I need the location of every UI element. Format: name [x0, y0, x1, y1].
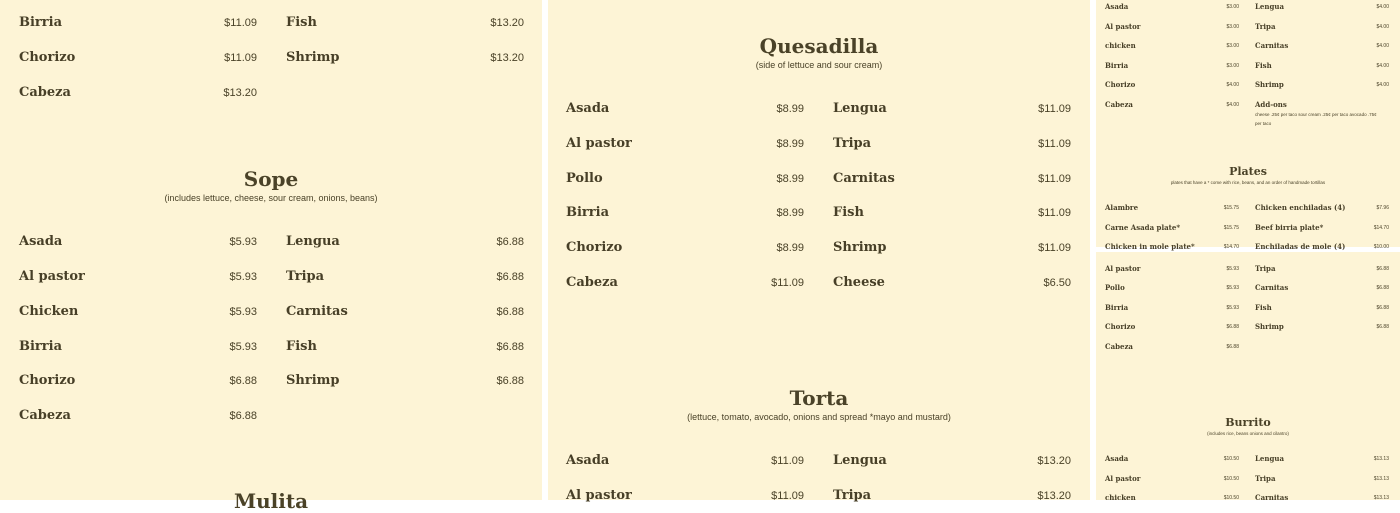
menu-item-name: Asada: [19, 234, 63, 249]
menu-item-name: Lengua: [833, 101, 887, 116]
menu-item-name: Carnitas: [833, 171, 895, 186]
menu-item-name: Birria: [1105, 61, 1129, 70]
section-title-torta: Torta: [789, 386, 849, 410]
menu-item-price: $6.88: [1376, 266, 1389, 272]
menu-item-name: Fish: [833, 205, 864, 220]
menu-item-price: $3.00: [1226, 24, 1239, 30]
section-subtitle-sope: (includes lettuce, cheese, sour cream, onions, beans): [164, 193, 378, 203]
menu-item-price: $11.09: [224, 17, 257, 29]
menu-item-price: $6.50: [1043, 277, 1071, 289]
menu-item-name: Chicken: [19, 304, 79, 319]
menu-item-price: $4.00: [1226, 102, 1239, 108]
menu-item-name: Fish: [1255, 61, 1272, 70]
menu-item-name: Chorizo: [566, 240, 623, 255]
menu-item-price: $15.75: [1223, 225, 1239, 231]
menu-item-price: $7.96: [1376, 205, 1389, 211]
menu-item-name: Chicken enchiladas (4): [1255, 203, 1346, 212]
menu-item-price: $13.20: [223, 87, 257, 99]
menu-panel-sope: [0, 0, 542, 513]
menu-item-name: Tripa: [286, 269, 325, 284]
menu-item-name: Asada: [1105, 2, 1129, 11]
menu-item-price: $8.99: [776, 242, 804, 254]
menu-item-price: $6.88: [1376, 305, 1389, 311]
menu-item-price: $3.00: [1226, 4, 1239, 10]
menu-item-price: $5.93: [229, 341, 257, 353]
menu-item-name: chicken: [1105, 493, 1136, 502]
menu-item-name: Birria: [1105, 303, 1129, 312]
menu-item-name: Carne Asada plate*: [1105, 223, 1180, 232]
menu-item-name: Beef birria plate*: [1255, 223, 1324, 232]
menu-item-name: Cheese: [833, 275, 885, 290]
menu-item-name: chicken: [1105, 41, 1136, 50]
menu-item-name: Chicken in mole plate*: [1105, 242, 1195, 251]
menu-item-name: Fish: [1255, 303, 1272, 312]
menu-item-price: $13.20: [490, 52, 524, 64]
menu-item-name: Alambre: [1105, 203, 1139, 212]
menu-item-price: $10.50: [1223, 456, 1239, 462]
menu-item-name: Lengua: [1255, 454, 1284, 463]
menu-item-name: Carnitas: [286, 304, 348, 319]
menu-item-price: $11.09: [771, 490, 804, 502]
menu-item-price: $13.13: [1373, 495, 1389, 501]
menu-item-name: Carnitas: [1255, 493, 1289, 502]
menu-item-price: $13.20: [490, 17, 524, 29]
menu-item-price: $6.88: [1376, 285, 1389, 291]
menu-item-price: $13.13: [1373, 456, 1389, 462]
menu-item-price: $11.09: [771, 277, 804, 289]
section-title-burrito: Burrito: [1225, 416, 1271, 429]
menu-item-name: Chorizo: [19, 50, 76, 65]
menu-item-price: $4.00: [1376, 43, 1389, 49]
menu-item-name: Tripa: [1255, 474, 1276, 483]
menu-item-price: $6.88: [1226, 324, 1239, 330]
menu-item-price: $10.50: [1223, 495, 1239, 501]
menu-item-name: Tripa: [1255, 22, 1276, 31]
menu-item-price: $5.93: [229, 306, 257, 318]
section-subtitle-burrito: (includes rice, beans onions and cilantro): [1207, 431, 1289, 436]
menu-item-name: Asada: [566, 101, 610, 116]
menu-item-price: $4.00: [1226, 82, 1239, 88]
menu-item-name: Shrimp: [286, 373, 340, 388]
menu-item-price: $11.09: [1038, 242, 1071, 254]
menu-item-price: $8.99: [776, 207, 804, 219]
menu-item-name: Fish: [286, 15, 317, 30]
menu-item-name: Lengua: [833, 453, 887, 468]
menu-item-name: Carnitas: [1255, 41, 1289, 50]
addons-label: Add-ons: [1255, 100, 1287, 109]
menu-item-name: Shrimp: [286, 50, 340, 65]
menu-item-name: Asada: [566, 453, 610, 468]
section-subtitle-quesadilla: (side of lettuce and sour cream): [755, 60, 883, 70]
menu-item-price: $6.88: [496, 306, 524, 318]
menu-item-price: $14.70: [1223, 244, 1239, 250]
section-title-quesadilla: Quesadilla: [759, 34, 879, 58]
menu-item-name: Enchiladas de mole (4): [1255, 242, 1346, 251]
menu-item-price: $3.00: [1226, 43, 1239, 49]
menu-item-name: Birria: [19, 339, 62, 354]
section-title-sope: Sope: [243, 167, 299, 191]
menu-item-price: $11.09: [1038, 138, 1071, 150]
menu-item-name: Birria: [566, 205, 609, 220]
menu-item-price: $10.00: [1373, 244, 1389, 250]
menu-item-price: $11.09: [224, 52, 257, 64]
menu-panel-burrito: [1096, 252, 1400, 500]
menu-panel-quesadilla-torta: [548, 0, 1090, 503]
section-title-mulita: Mulita: [233, 489, 309, 513]
menu-item-name: Birria: [19, 15, 62, 30]
menu-item-name: Chorizo: [19, 373, 76, 388]
menu-item-price: $14.70: [1373, 225, 1389, 231]
menu-item-name: Cabeza: [1105, 100, 1133, 109]
menu-item-price: $6.88: [1376, 324, 1389, 330]
section-title-plates: Plates: [1229, 165, 1267, 178]
menu-item-price: $5.93: [1226, 266, 1239, 272]
menu-item-name: Fish: [286, 339, 317, 354]
menu-item-name: Tripa: [1255, 264, 1276, 273]
menu-item-price: $6.88: [496, 341, 524, 353]
menu-item-name: Lengua: [1255, 2, 1284, 11]
menu-item-price: $6.88: [496, 236, 524, 248]
menu-item-price: $4.00: [1376, 63, 1389, 69]
menu-item-price: $6.88: [229, 375, 257, 387]
menu-item-name: Lengua: [286, 234, 340, 249]
menu-item-name: Al pastor: [1105, 474, 1141, 483]
menu-item-name: Chorizo: [1105, 80, 1136, 89]
menu-item-name: Tripa: [833, 488, 872, 503]
menu-item-name: Al pastor: [1105, 22, 1141, 31]
menu-item-price: $5.93: [229, 271, 257, 283]
menu-item-name: Pollo: [1105, 283, 1125, 292]
menu-item-price: $10.50: [1223, 476, 1239, 482]
menu-item-price: $15.75: [1223, 205, 1239, 211]
menu-item-name: Al pastor: [19, 269, 85, 284]
menu-item-price: $11.09: [1038, 103, 1071, 115]
menu-item-price: $4.00: [1376, 24, 1389, 30]
menu-item-price: $6.88: [229, 410, 257, 422]
menu-item-name: Cabeza: [19, 408, 71, 423]
menu-item-name: Pollo: [566, 171, 603, 186]
menu-item-name: Asada: [1105, 454, 1129, 463]
menu-item-price: $11.09: [771, 455, 804, 467]
menu-item-price: $8.99: [776, 173, 804, 185]
menu-item-name: Tripa: [833, 136, 872, 151]
menu-item-price: $5.93: [1226, 285, 1239, 291]
menu-item-name: Cabeza: [19, 85, 71, 100]
menu-item-name: Carnitas: [1255, 283, 1289, 292]
menu-item-name: Shrimp: [1255, 322, 1284, 331]
menu-item-name: Shrimp: [833, 240, 887, 255]
menu-item-price: $13.20: [1037, 455, 1071, 467]
menu-item-price: $11.09: [1038, 207, 1071, 219]
menu-panel-tacos-plates: [1096, 0, 1400, 251]
section-subtitle-torta: (lettuce, tomato, avocado, onions and spread *mayo and mustard): [687, 412, 951, 422]
section-subtitle-plates: plates that have a * come with rice, beans, and an order of handmade tortillas: [1170, 180, 1326, 185]
menu-item-price: $6.88: [496, 375, 524, 387]
menu-item-price: $3.00: [1226, 63, 1239, 69]
menu-item-price: $4.00: [1376, 4, 1389, 10]
menu-item-name: Cabeza: [566, 275, 618, 290]
menu-item-name: Al pastor: [1105, 264, 1141, 273]
menu-item-price: $5.93: [229, 236, 257, 248]
menu-item-name: Al pastor: [566, 488, 632, 503]
menu-item-price: $11.09: [1038, 173, 1071, 185]
menu-item-price: $13.20: [1037, 490, 1071, 502]
menu-item-price: $5.93: [1226, 305, 1239, 311]
menu-item-name: Chorizo: [1105, 322, 1136, 331]
menu-item-price: $6.88: [496, 271, 524, 283]
menu-item-price: $4.00: [1376, 82, 1389, 88]
menu-item-name: Shrimp: [1255, 80, 1284, 89]
addons-note: cheese .25¢ per taco sour cream .25¢ per taco avocado .75¢ per taco: [1255, 112, 1377, 126]
menu-item-price: $13.13: [1373, 476, 1389, 482]
menu-item-name: Cabeza: [1105, 342, 1133, 351]
menu-item-price: $8.99: [776, 138, 804, 150]
menu-item-name: Al pastor: [566, 136, 632, 151]
menu-item-price: $6.88: [1226, 344, 1239, 350]
menu-item-price: $8.99: [776, 103, 804, 115]
